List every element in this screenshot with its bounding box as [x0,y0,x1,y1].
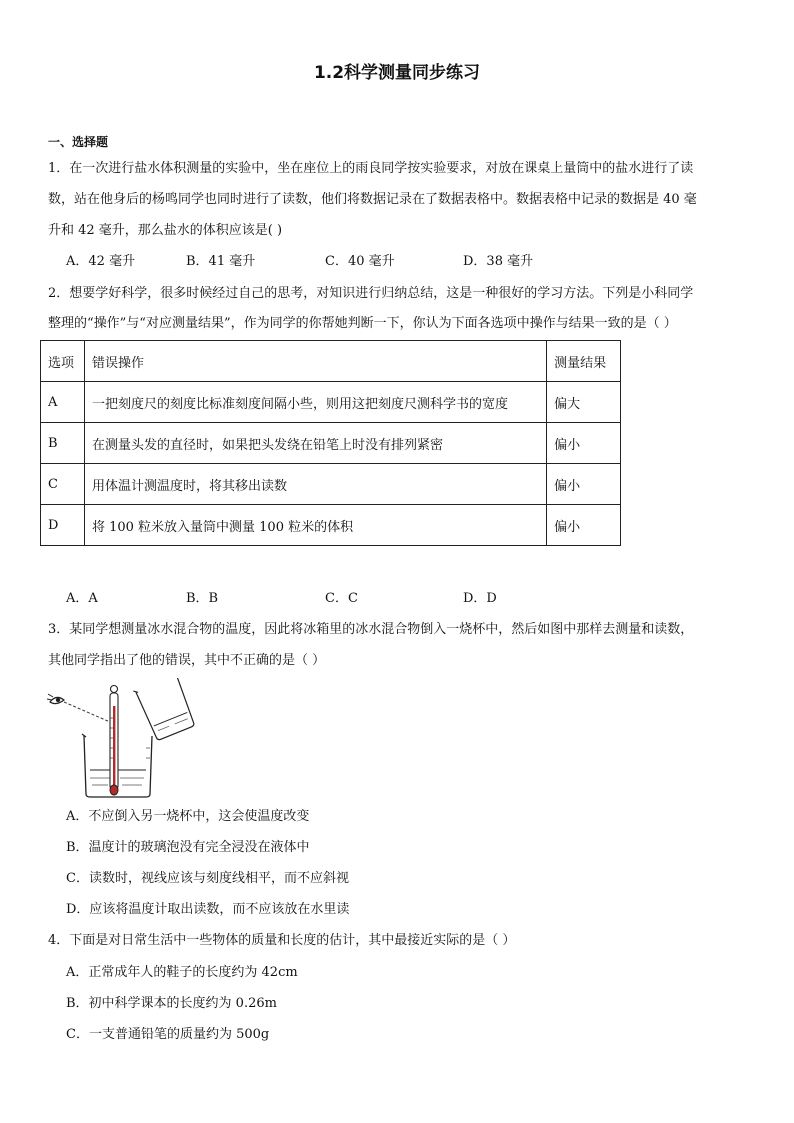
q3-text-line2: 其他同学指出了他的错误，其中不正确的是（ ） [48,653,326,668]
table-row [41,423,621,464]
q2-table [40,340,621,546]
q3-text-line1: 3．某同学想测量冰水混合物的温度，因此将冰箱里的冰水混合物倒入一烧杯中，然后如图中那样去测量和读数， [48,622,694,637]
table-cell-operation: 用体温计测温度时，将其移出读数 [84,464,546,505]
q1-option-a[interactable]: A．42 毫升 [66,254,136,269]
q1-text-line1: 1．在一次进行盐水体积测量的实验中，坐在座位上的雨良同学按实验要求，对放在课桌上量筒中的盐水进行了读 [48,161,694,176]
table-header-result: 测量结果 [547,341,621,382]
q4-option-b[interactable]: B．初中科学课本的长度约为 0.26m [66,996,277,1011]
q3-option-c[interactable]: C．读数时，视线应该与刻度线相平，而不应斜视 [66,871,349,886]
thermometer-beaker-figure [44,678,204,800]
q1-option-b[interactable]: B．41 毫升 [186,254,256,269]
eye-icon [47,694,64,704]
q3-option-b[interactable]: B．温度计的玻璃泡没有完全浸没在液体中 [66,840,310,855]
table-cell-result: 偏小 [547,423,621,464]
pouring-beaker-icon [133,678,196,742]
q4-option-a[interactable]: A．正常成年人的鞋子的长度约为 42cm [66,965,298,980]
q4-option-c[interactable]: C．一支普通铅笔的质量约为 500g [66,1027,270,1042]
q1-text-line2: 数，站在他身后的杨鸣同学也同时进行了读数，他们将数据记录在了数据表格中。数据表格中记录的数据是 40 毫 [48,192,697,207]
q3-option-d[interactable]: D．应该将温度计取出读数，而不应该放在水里读 [66,902,350,917]
q2-option-b[interactable]: B．B [186,591,219,606]
table-cell-operation: 一把刻度尺的刻度比标准刻度间隔小些，则用这把刻度尺测科学书的宽度 [84,382,546,423]
q2-option-d[interactable]: D．D [463,591,497,606]
table-cell-option: C [41,464,85,505]
q1-option-d[interactable]: D．38 毫升 [463,254,534,269]
section-heading: 一、选择题 [48,135,109,149]
q3-option-a[interactable]: A．不应倒入另一烧杯中，这会使温度改变 [66,809,310,824]
table-header-operation: 错误操作 [84,341,546,382]
table-header-row [41,341,621,382]
table-cell-option: D [41,505,85,546]
table-cell-result: 偏大 [547,382,621,423]
table-cell-option: B [41,423,85,464]
q2-option-a[interactable]: A．A [66,591,98,606]
table-header-option: 选项 [41,341,85,382]
page-title: 1.2科学测量同步练习 [313,63,481,83]
table-cell-result: 偏小 [547,505,621,546]
table-cell-operation: 将 100 粒米放入量筒中测量 100 粒米的体积 [84,505,546,546]
table-cell-option: A [41,382,85,423]
table-row [41,464,621,505]
table-cell-result: 偏小 [547,464,621,505]
thermometer-icon [110,686,118,796]
q2-text-line1: 2．想要学好科学，很多时候经过自己的思考，对知识进行归纳总结，这是一种很好的学习方法。下列是小科同学 [48,286,694,301]
q2-text-line2: 整理的“操作”与“对应测量结果”，作为同学的你帮她判断一下，你认为下面各选项中操作与结果一致的是（ ） [48,316,677,331]
table-cell-operation: 在测量头发的直径时，如果把头发绕在铅笔上时没有排列紧密 [84,423,546,464]
q1-text-line3: 升和 42 毫升，那么盐水的体积应该是( ) [48,223,283,238]
table-row [41,505,621,546]
q1-option-c[interactable]: C．40 毫升 [325,254,395,269]
q4-text-line1: 4．下面是对日常生活中一些物体的质量和长度的估计，其中最接近实际的是（ ） [48,933,516,948]
q2-option-c[interactable]: C．C [325,591,358,606]
table-row [41,382,621,423]
